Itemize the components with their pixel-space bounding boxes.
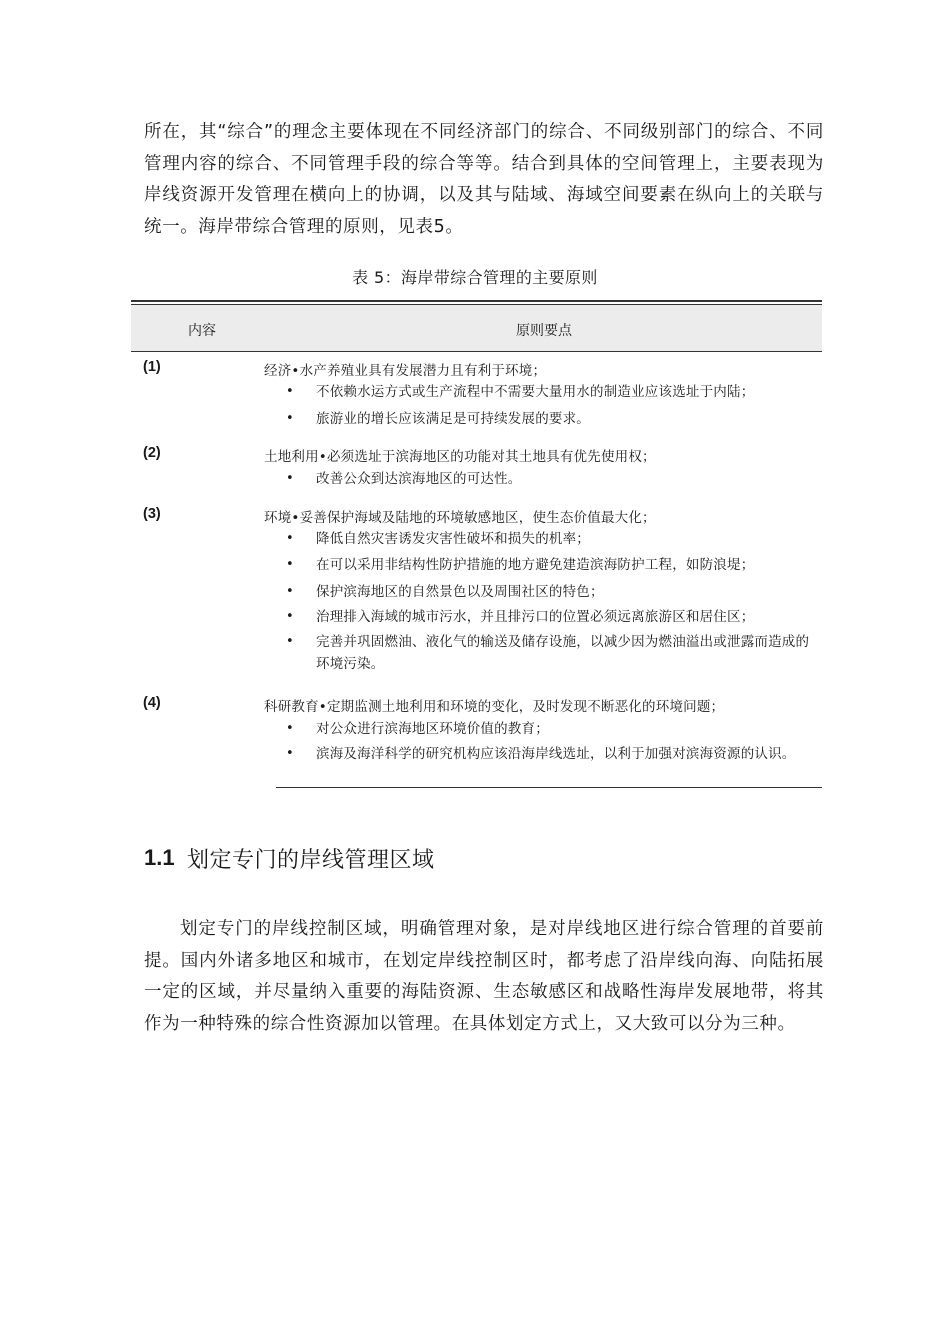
section-title: 划定专门的岸线管理区域 [187,848,435,873]
bullet-text: 对公众进行滨海地区环境价值的教育； [316,721,549,737]
bullet-dot: • [286,584,294,599]
bullet-dot: • [286,721,294,736]
row-lead: 科研教育•定期监测土地利用和环境的变化，及时发现不断恶化的环境问题； [264,699,725,715]
row-lead: 环境•妥善保护海域及陆地的环境敏感地区，使生态价值最大化； [264,510,656,526]
bullet-dot: • [286,411,294,426]
bullet-dot: • [286,557,294,572]
intro-paragraph: 所在，其“综合”的理念主要体现在不同经济部门的综合、不同级别部门的综合、不同管理内容的综合、不同管理手段的综合等等。结合到具体的空间管理上，主要表现为岸线资源开发管理在横向上的协调，以及其与陆域、海域空间要素在纵向上的关联与统一。海岸带综合管理的原则，见表5。 [144,122,824,237]
bullet-text: 在可以采用非结构性防护措施的地方避免建造滨海防护工程，如防浪堤； [316,557,755,573]
bullet-dot: • [286,471,294,486]
bullet-text: 不依赖水运方式或生产流程中不需要大量用水的制造业应该选址于内陆； [316,384,755,400]
row-number: (4) [143,695,161,711]
table-top-rule [131,300,822,302]
bullet-text: 保护滨海地区的自然景色以及周围社区的特色； [316,584,604,600]
bullet-dot: • [286,634,294,649]
row-lead: 土地利用•必须选址于滨海地区的功能对其土地具有优先使用权； [264,449,656,465]
bullet-dot: • [286,384,294,399]
bullet-text: 治理排入海域的城市污水，并且排污口的位置必须远离旅游区和居住区； [316,609,755,625]
bullet-dot: • [286,531,294,546]
bullet-text: 旅游业的增长应该满足是可持续发展的要求。 [316,411,590,427]
bullet-text: 改善公众到达滨海地区的可达性。 [316,471,522,487]
section-number: 1.1 [144,845,175,870]
bullet-text: 滨海及海洋科学的研究机构应该沿海岸线选址，以利于加强对滨海资源的认识。 [316,746,796,762]
row-number: (1) [143,359,161,375]
row-number: (2) [143,445,161,461]
table-header-principles: 原则要点 [516,323,572,339]
bullet-dot: • [286,609,294,624]
bullet-text: 完善并巩固燃油、液化气的输送及储存设施，以减少因为燃油溢出或泄露而造成的环境污染。 [316,634,810,672]
row-lead: 经济•水产养殖业具有发展潜力且有利于环境； [264,363,547,379]
bullet-text: 降低自然灾害诱发灾害性破坏和损失的机率； [316,531,590,547]
table-header-rule [131,351,822,352]
table-header-content: 内容 [188,323,216,339]
table-header-band [131,305,822,351]
bullet-dot: • [286,746,294,761]
row-number: (3) [143,506,161,522]
body-paragraph: 划定专门的岸线控制区域，明确管理对象，是对岸线地区进行综合管理的首要前提。国内外诸多地区和城市，在划定岸线控制区时，都考虑了沿岸线向海、向陆拓展一定的区域，并尽量纳入重要的海陆资源、生态敏感区和战略性海岸发展地带，将其作为一种特殊的综合性资源加以管理。在具体划定方式上，又大致可以分为三种。 [144,919,824,1034]
table-caption: 表 5：海岸带综合管理的主要原则 [352,268,598,287]
table-bottom-rule [276,787,822,788]
